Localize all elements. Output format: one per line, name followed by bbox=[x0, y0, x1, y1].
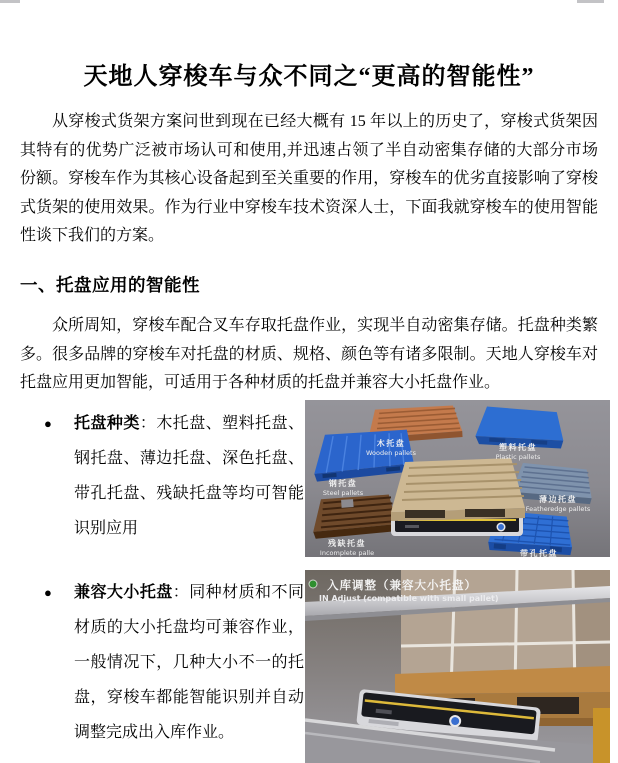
wooden-pallet-label-en: Wooden pallets bbox=[366, 449, 416, 457]
rack-upright-foot bbox=[593, 708, 610, 763]
incomplete-pallet-label-zh: 残缺托盘 bbox=[328, 539, 366, 548]
bullet-body: 同种材质和不同材质的大小托盘均可兼容作业，一般情况下，几种大小不一的托盘，穿梭车都能智能识别并自动调整完成出入库作业。 bbox=[74, 584, 304, 741]
figure2-title-zh: 入库调整（兼容大小托盘） bbox=[327, 578, 477, 592]
in-adjust-image bbox=[305, 570, 610, 763]
steel-pallet-label-zh: 钢托盘 bbox=[328, 479, 358, 488]
bullet-term: 兼容大小托盘 bbox=[74, 584, 173, 601]
section-heading: 一、托盘应用的智能性 bbox=[20, 274, 200, 295]
figure2-title-en: IN Adjust (compatible with small pallet) bbox=[319, 594, 499, 603]
perforated-pallet-label-zh: 带孔托盘 bbox=[520, 549, 558, 557]
bullet-text bbox=[74, 575, 304, 750]
bullet-separator: ： bbox=[139, 415, 157, 432]
window-edge-right bbox=[577, 0, 604, 3]
plastic-pallet-label-en: Plastic pallets bbox=[495, 453, 541, 461]
shuttle-with-pallet-image bbox=[391, 458, 525, 536]
play-marker-icon bbox=[309, 580, 317, 588]
bullet-text bbox=[74, 406, 304, 546]
wooden-pallet-label-zh: 木托盘 bbox=[376, 439, 406, 448]
section-paragraph: 众所周知，穿梭车配合叉车存取托盘作业，实现半自动密集存储。托盘种类繁多。很多品牌的穿梭车对托盘的材质、规格、颜色等有诸多限制。天地人穿梭车对托盘应用更加智能，可适用于各种材质的托盘并兼容大小托盘作业。 bbox=[20, 317, 598, 391]
page-title: 天地人穿梭车与众不同之“更高的智能性” bbox=[83, 64, 535, 91]
intro-paragraph: 从穿梭式货架方案问世到现在已经大概有 15 年以上的历史了，穿梭式货架因其特有的优势广泛被市场认可和使用,并迅速占领了半自动密集存储的大部分市场份额。穿梭车作为其核心设备起到至关重要的作用，穿梭车的优劣直接影响了穿梭式货架的使用效果。作为行业中穿梭车技术资深人士，下面我就穿梭车的使用智能性谈下我们的方案。 bbox=[20, 113, 598, 244]
window-edge-left bbox=[0, 0, 20, 3]
incomplete-pallet-label-en: Incomplete palle bbox=[319, 549, 375, 557]
pallet-types-image bbox=[305, 400, 610, 557]
bullet-separator: ： bbox=[172, 584, 190, 601]
featheredge-pallet-label-zh: 薄边托盘 bbox=[539, 495, 577, 504]
list-item bbox=[20, 406, 304, 546]
bullet-body: 木托盘、塑料托盘、钢托盘、薄边托盘、深色托盘、带孔托盘、残缺托盘等均可智能识别应用 bbox=[74, 415, 304, 537]
steel-pallet-label-en: Steel pallets bbox=[322, 489, 364, 497]
bullet-icon: ● bbox=[44, 416, 52, 431]
bullet-icon: ● bbox=[44, 585, 52, 600]
incomplete-pallet-image bbox=[311, 494, 398, 539]
featheredge-pallet-label-en: Featheredge pallets bbox=[525, 505, 591, 513]
bullet-term: 托盘种类 bbox=[74, 415, 140, 432]
list-item bbox=[20, 575, 304, 750]
plastic-pallet-label-zh: 塑料托盘 bbox=[499, 443, 537, 452]
